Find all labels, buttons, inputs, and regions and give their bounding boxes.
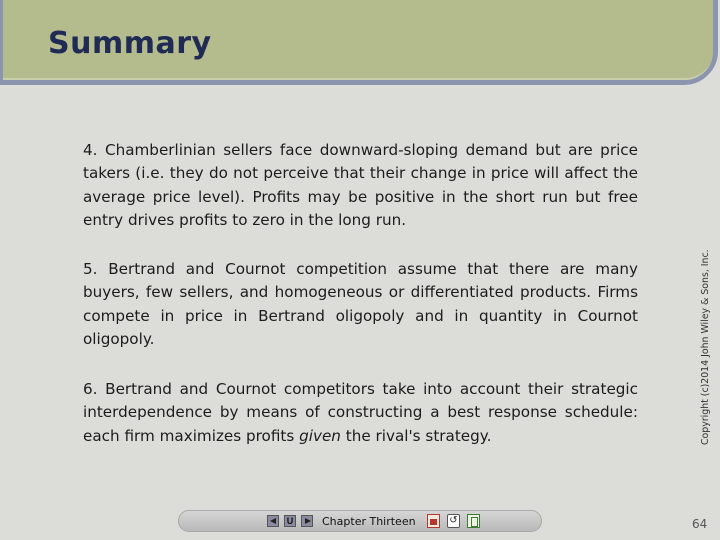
summary-point-6 — [83, 378, 638, 448]
chapter-menu-icon[interactable]: U — [284, 515, 296, 527]
home-icon[interactable] — [427, 514, 440, 528]
exit-icon[interactable] — [467, 514, 480, 528]
return-icon[interactable]: ↺ — [447, 514, 460, 528]
summary-point-6-end: the rival's strategy. — [340, 426, 492, 445]
summary-point-6-emphasis: given — [299, 426, 341, 445]
summary-point-4: 4. Chamberlinian sellers face downward-sloping demand but are price takers (i.e. they do not perceive that their change in price will affect the average price level). Profits may be positive in the short run but free entry drives profits to zero in the long run. — [83, 141, 638, 230]
next-slide-icon[interactable] — [301, 515, 313, 527]
previous-slide-icon[interactable] — [267, 515, 279, 527]
page-number: 64 — [692, 517, 708, 531]
navigation-bar — [178, 510, 542, 532]
copyright-notice: Copyright (c)2014 John Wiley & Sons, Inc. — [700, 249, 711, 445]
slide-title: Summary — [48, 26, 212, 61]
summary-point-6-text: 6. Bertrand and Cournot competitors take into account their strategic interdependence by means of constructing a best response schedule: each firm maximizes profits — [83, 380, 638, 445]
chapter-label: Chapter Thirteen — [322, 515, 416, 528]
summary-point-5: 5. Bertrand and Cournot competition assume that there are many buyers, few sellers, and homogeneous or differentiated products. Firms compete in price in Bertrand oligopoly and in quantity in Cournot oligopoly. — [83, 260, 638, 349]
